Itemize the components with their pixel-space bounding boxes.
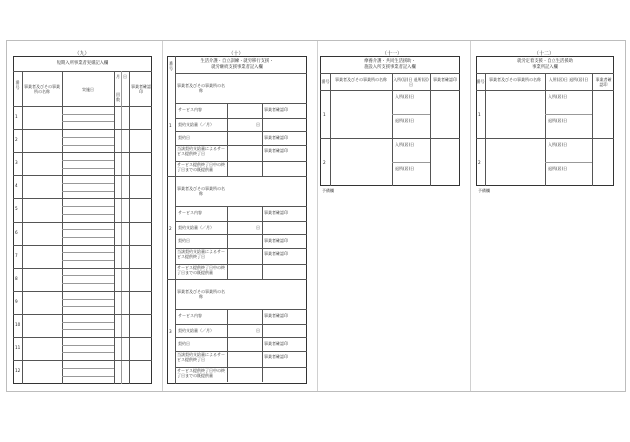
label-amount: 契約支給量（／月） [178, 122, 214, 127]
header-check: 事業者確認印 [433, 77, 457, 82]
row-subdivider [62, 306, 114, 307]
panel-title-2: 就労継続支援事業者記入欄 [211, 65, 263, 70]
panel-number: （九） [74, 51, 90, 57]
row-divider [175, 234, 307, 235]
fold-line [470, 41, 471, 391]
row-number: 6 [15, 229, 18, 235]
row-subdivider [62, 368, 114, 369]
panel-title-1: 生活介護・自立訓練・就労移行支援・ [200, 59, 274, 64]
header-name: 事業者及びその事業所の名称 [24, 84, 60, 94]
row-divider [175, 337, 307, 338]
label-amount: 契約支給量（／月） [178, 225, 214, 230]
row-number: 4 [15, 183, 18, 189]
label-check: 事業者確認印 [264, 238, 288, 243]
row-subdivider [62, 283, 114, 284]
row-subdivider [62, 352, 114, 353]
label-remaining: 当該契約支給量によるサービス提供終了日 [177, 146, 225, 156]
row-subdivider [62, 322, 114, 323]
label-check: 事業者確認印 [264, 354, 288, 359]
label-in: 入所(居)日 [548, 142, 568, 147]
label-out: 退所(居)日 [395, 118, 415, 123]
row-number: 8 [15, 275, 18, 281]
row-divider [13, 268, 152, 269]
header-check: 事業者確認印 [595, 77, 612, 87]
row-number: 1 [323, 112, 326, 117]
header-month: 月 [116, 74, 120, 79]
header-no: 番号 [476, 79, 485, 84]
row-divider [13, 360, 152, 361]
label-end: サービス提供終了日中の終了日までの既提供量 [177, 162, 225, 172]
panel-number: （十一） [381, 51, 402, 57]
block-divider [167, 279, 307, 280]
label-check: 事業者確認印 [264, 251, 288, 256]
header-dates: 入所(居)日 退所(居)日 [393, 77, 429, 87]
label-contract-date: 契約日 [178, 238, 190, 243]
label-check: 事業者確認印 [264, 148, 288, 153]
row-subdivider [62, 145, 114, 146]
row-subdivider [62, 345, 114, 346]
row-number: 5 [15, 206, 18, 212]
row-divider [13, 198, 152, 199]
panel-number: （十二） [533, 51, 554, 57]
block-number: 2 [169, 226, 172, 231]
header-count: 回数 [116, 92, 120, 102]
label-remaining: 当該契約支給量によるサービス提供終了日 [177, 352, 225, 362]
label-contract-date: 契約日 [178, 341, 190, 346]
row-divider [13, 337, 152, 338]
label-check: 事業者確認印 [264, 313, 288, 318]
label-out: 退所(居)日 [548, 166, 568, 171]
row-number: 1 [478, 112, 481, 117]
label-end: サービス提供終了日中の終了日までの既提供量 [177, 265, 225, 275]
row-subdivider [62, 206, 114, 207]
label-check: 事業者確認印 [264, 210, 288, 215]
row-divider [175, 206, 307, 207]
row-subdivider [62, 183, 114, 184]
label-in: 入所(居)日 [395, 94, 415, 99]
header-days: 実施日 [82, 87, 94, 92]
panel-10-frame [167, 56, 307, 384]
row-subdivider [62, 237, 114, 238]
row-subdivider [62, 275, 114, 276]
row-divider [13, 314, 152, 315]
label-check: 事業者確認印 [264, 341, 288, 346]
label-check: 事業者確認印 [264, 107, 288, 112]
fold-line [162, 41, 163, 391]
row-divider [175, 103, 307, 104]
row-number: 2 [478, 160, 481, 165]
label-service: サービス内容 [178, 210, 202, 215]
col-divider [262, 309, 263, 382]
row-divider [175, 324, 307, 325]
label-out: 退所(居)日 [548, 118, 568, 123]
label-name: 事業者及びその事業所の名称 [177, 289, 225, 299]
row-subdivider [62, 121, 114, 122]
row-subdivider [62, 252, 114, 253]
block-divider [167, 176, 307, 177]
row-number: 10 [15, 321, 21, 327]
row-number: 7 [15, 252, 18, 258]
row-subdivider [62, 114, 114, 115]
panel-number: （十） [228, 51, 244, 57]
label-name: 事業者及びその事業所の名称 [177, 186, 225, 196]
col-divider [227, 103, 228, 176]
row-subdivider [62, 160, 114, 161]
block-number: 1 [169, 123, 172, 128]
row-divider [175, 118, 307, 119]
row-subdivider [62, 329, 114, 330]
panel-title: 短期入所事業者実績記入欄 [56, 61, 109, 66]
row-subdivider [62, 191, 114, 192]
row-number: 11 [15, 345, 21, 350]
header-no: 番号 [321, 79, 330, 84]
col-divider [227, 206, 228, 279]
fold-line [317, 41, 318, 391]
label-in: 入所(居)日 [548, 94, 568, 99]
panel-title-1: 就労定着支援・自立生活援助 [517, 59, 573, 64]
row-number: 9 [15, 298, 18, 304]
label-check: 事業者確認印 [264, 135, 288, 140]
row-divider [13, 175, 152, 176]
label-amount-unit: 日 [256, 122, 260, 127]
header-dates: 入所(居)日 退所(居)日 [548, 77, 589, 82]
panel-title-2: 施設入所支援事業者記入欄 [364, 65, 416, 70]
label-contract-date: 契約日 [178, 135, 190, 140]
row-divider [175, 131, 307, 132]
panel-title-2: 事業所記入欄 [532, 65, 558, 70]
col-divider [227, 309, 228, 382]
row-divider [175, 309, 307, 310]
label-remaining: 当該契約支給量によるサービス提供終了日 [177, 249, 225, 259]
row-subdivider [62, 229, 114, 230]
row-number: 2 [323, 160, 326, 165]
row-subdivider [62, 299, 114, 300]
label-service: サービス内容 [178, 313, 202, 318]
row-number: 12 [15, 368, 21, 374]
row-divider [175, 221, 307, 222]
header-no: 番号 [169, 61, 173, 71]
label-end: サービス提供終了日中の終了日までの既提供量 [177, 368, 225, 378]
row-divider [13, 129, 152, 130]
label-out: 退所(居)日 [395, 166, 415, 171]
row-subdivider [62, 168, 114, 169]
row-divider [13, 222, 152, 223]
row-divider [13, 245, 152, 246]
header-no: 番号 [15, 80, 20, 90]
panel-title-1: 療養介護・共同生活援助・ [364, 59, 416, 64]
header-check: 事業者確認印 [131, 84, 151, 94]
row-subdivider [62, 214, 114, 215]
row-subdivider [62, 376, 114, 377]
row-subdivider [62, 260, 114, 261]
row-number: 3 [15, 160, 18, 166]
panel-11-frame [320, 56, 460, 186]
row-number: 1 [15, 114, 18, 119]
col-divider [262, 103, 263, 176]
label-amount-unit: 日 [256, 225, 260, 230]
label-service: サービス内容 [178, 107, 202, 112]
row-number: 2 [15, 137, 18, 143]
notes-label: 予備欄 [322, 188, 334, 193]
row-divider [13, 152, 152, 153]
header-day: 日 [123, 74, 127, 79]
label-name: 事業者及びその事業所の名称 [177, 83, 225, 93]
notes-label: 予備欄 [478, 188, 490, 193]
label-amount-unit: 日 [256, 328, 260, 333]
label-in: 入所(居)日 [395, 142, 415, 147]
row-divider [13, 291, 152, 292]
header-name: 事業者及びその事業所の名称 [335, 77, 387, 82]
col-divider [262, 206, 263, 279]
block-number: 3 [169, 329, 172, 334]
header-name: 事業者及びその事業所の名称 [489, 77, 541, 82]
row-subdivider [62, 137, 114, 138]
label-amount: 契約支給量（／月） [178, 328, 214, 333]
